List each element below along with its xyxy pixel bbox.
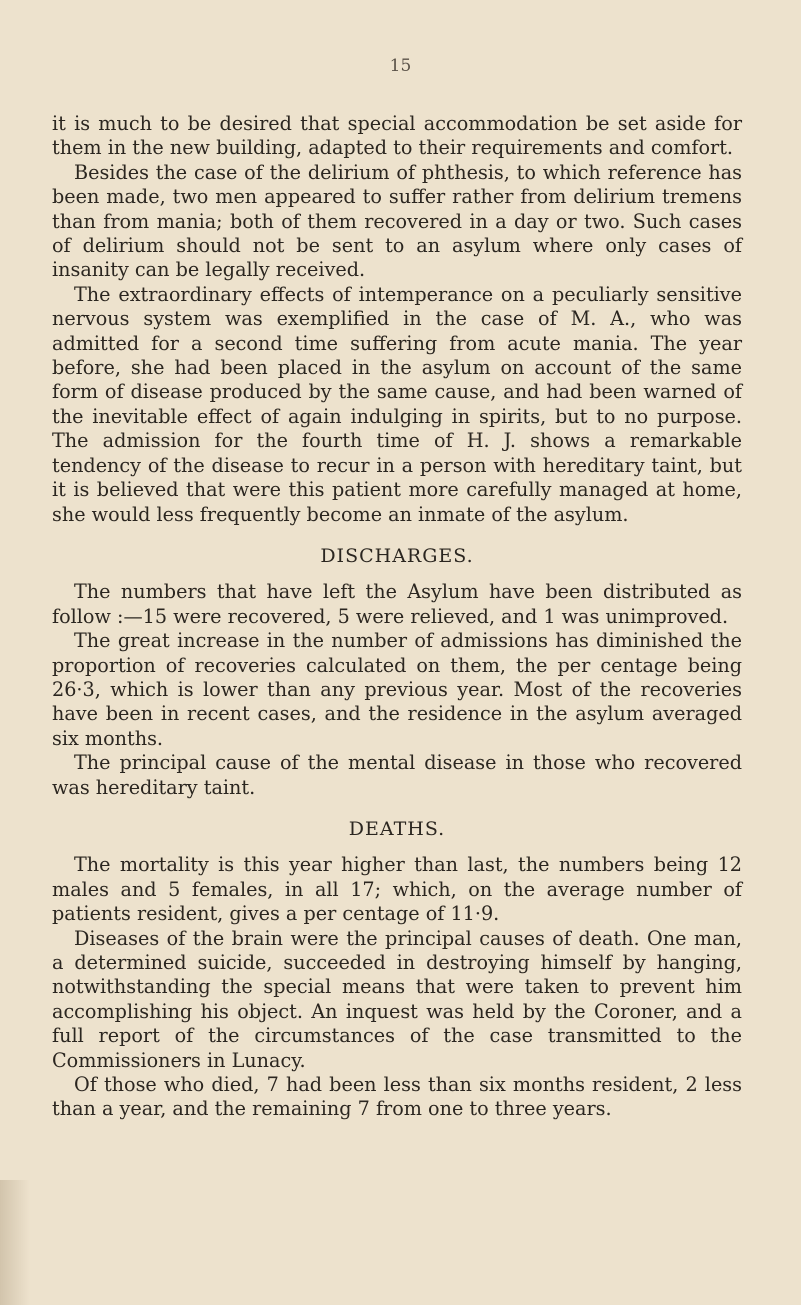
paragraph: Besides the case of the delirium of phthesis, to which reference has been made, two men appeared to suffer rather from delirium tremens than from mania; both of them recovered in a day or two. Such cases of delirium should not be sent to an asylum where only cases of insanity can be legally received. [52,160,742,282]
paragraph: The numbers that have left the Asylum have been distributed as follow :—15 were recovered, 5 were relieved, and 1 was unimproved. [52,580,742,628]
paragraph: The principal cause of the mental disease in those who recovered was hereditary taint. [52,751,742,799]
section-heading-discharges: DISCHARGES. [320,544,474,567]
paragraph: The extraordinary effects of intemperance on a peculiarly sensitive nervous system was exemplified in the case of M. A., who was admitted for a second time suffering from acute mania. The year before, she had been placed in the asylum on account of the same form of disease produced by the same cause, and had been warned of the inevitable effect of again indulging in spirits, but to no purpose. The admission for the fourth time of H. J. shows a remarkable tendency of the disease to recur in a person with hereditary taint, but it is believed that were this patient more carefully managed at home, she would less frequently become an inmate of the asylum. [52,282,742,526]
paragraph: it is much to be desired that special accommodation be set aside for them in the new building, adapted to their requirements and comfort. [52,112,742,160]
body-text [52,112,742,1122]
page-number: 15 [389,56,412,76]
paragraph: Of those who died, 7 had been less than six months resident, 2 less than a year, and the remaining 7 from one to three years. [52,1073,742,1121]
paragraph: The great increase in the number of admissions has diminished the proportion of recoveries calculated on them, the per centage being 26·3, which is lower than any previous year. Most of the recoveries have been in recent cases, and the residence in the asylum averaged six months. [52,629,742,750]
section-heading-deaths: DEATHS. [348,817,446,840]
page-edge-shadow [0,1180,30,1305]
paragraph: The mortality is this year higher than last, the numbers being 12 males and 5 females, in all 17; which, on the average number of patients resident, gives a per centage of 11·9. [52,853,742,926]
paragraph: Diseases of the brain were the principal causes of death. One man, a determined suicide, succeeded in destroying himself by hanging, notwithstanding the special means that were taken to prevent him accomplishing his object. An inquest was held by the Coroner, and a full report of the circumstances of the case transmitted to the Commissioners in Lunacy. [52,926,742,1072]
